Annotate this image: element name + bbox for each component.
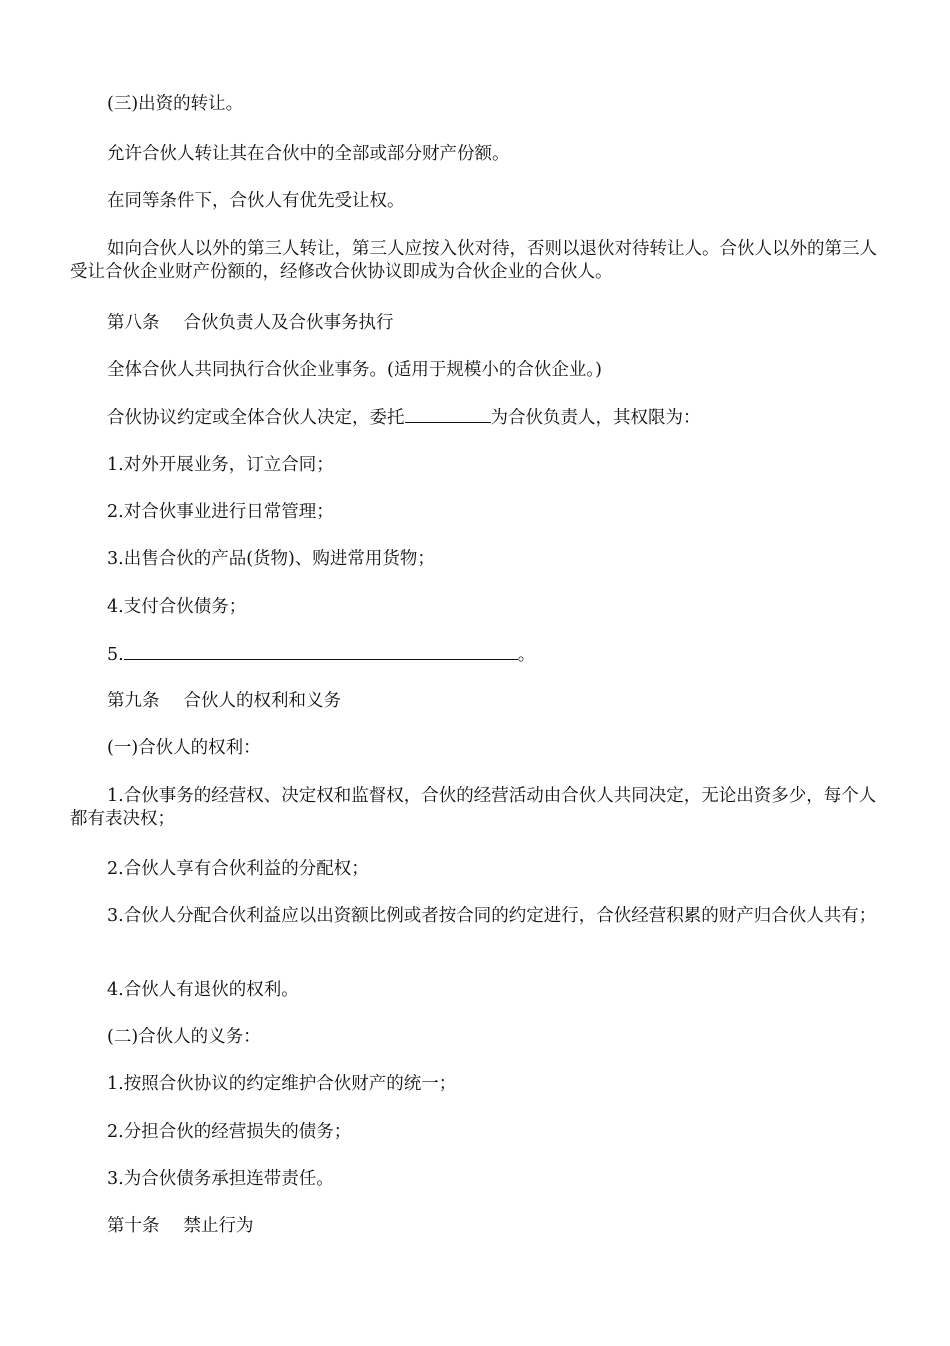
section-transfer-heading: (三)出资的转让。	[107, 94, 244, 114]
duties-item-2: 2.分担合伙的经营损失的债务；	[107, 1122, 352, 1142]
paragraph-transfer-allowed: 允许合伙人转让其在合伙中的全部或部分财产份额。	[107, 144, 510, 164]
article-10-number: 第十条	[107, 1216, 160, 1236]
article-9-title: 合伙人的权利和义务	[183, 691, 341, 711]
paragraph-third-party-transfer: 如向合伙人以外的第三人转让，第三人应按入伙对待，否则以退伙对待转让人。合伙人以外的第三人受让合伙企业财产份额的，经修改合伙协议即成为合伙企业的合伙人。	[70, 239, 877, 282]
rights-item-4: 4.合伙人有退伙的权利。	[107, 980, 299, 1000]
list-item-1: 1.对外开展业务，订立合同；	[107, 455, 334, 475]
list-item-5-end: 。	[517, 645, 536, 665]
rights-heading: (一)合伙人的权利：	[107, 738, 261, 758]
list-item-5	[107, 643, 884, 667]
entrust-text-before: 合伙协议约定或全体合伙人决定，委托	[107, 408, 405, 428]
list-item-5-number: 5.	[107, 645, 124, 665]
article-8-title: 合伙负责人及合伙事务执行	[183, 313, 394, 333]
list-item-4: 4.支付合伙债务；	[107, 597, 247, 617]
article-8-heading	[107, 312, 884, 335]
paragraph-entrust	[107, 406, 884, 430]
rights-item-3: 3.合伙人分配合伙利益应以出资额比例或者按合同的约定进行，合伙经营积累的财产归合伙人共有；	[107, 906, 877, 926]
entrust-text-after: 为合伙负责人，其权限为：	[490, 408, 701, 428]
article-8-number: 第八条	[107, 313, 160, 333]
article-9-heading	[107, 690, 884, 713]
paragraph-joint-execution: 全体合伙人共同执行合伙企业事务。(适用于规模小的合伙企业。)	[107, 360, 602, 380]
entrust-blank-line	[405, 406, 491, 423]
duties-item-3: 3.为合伙债务承担连带责任。	[107, 1169, 334, 1189]
article-10-title: 禁止行为	[183, 1216, 254, 1236]
rights-item-1: 1.合伙事务的经营权、决定权和监督权，合伙的经营活动由合伙人共同决定，无论出资多少，每个人都有表决权；	[70, 786, 877, 829]
duties-item-1: 1.按照合伙协议的约定维护合伙财产的统一；	[107, 1074, 457, 1094]
duties-heading: (二)合伙人的义务：	[107, 1027, 261, 1047]
list-item-2: 2.对合伙事业进行日常管理；	[107, 502, 334, 522]
paragraph-priority-right: 在同等条件下，合伙人有优先受让权。	[107, 191, 405, 211]
list-item-3: 3.出售合伙的产品(货物)、购进常用货物；	[107, 549, 435, 569]
article-9-number: 第九条	[107, 691, 160, 711]
article-10-heading	[107, 1215, 884, 1238]
rights-item-2: 2.合伙人享有合伙利益的分配权；	[107, 859, 369, 879]
list-item-5-blank-line	[124, 643, 518, 660]
